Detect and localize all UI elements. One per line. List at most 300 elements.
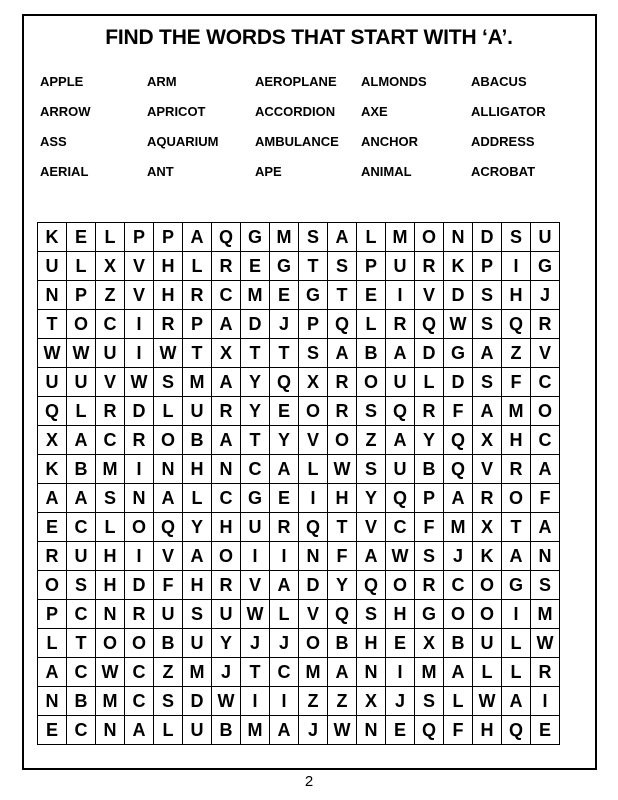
grid-cell[interactable]: L <box>357 223 386 252</box>
grid-cell[interactable]: A <box>531 513 560 542</box>
grid-cell[interactable]: X <box>96 252 125 281</box>
grid-cell[interactable]: R <box>270 513 299 542</box>
grid-cell[interactable]: R <box>125 426 154 455</box>
grid-cell[interactable]: T <box>183 339 212 368</box>
grid-cell[interactable]: S <box>415 542 444 571</box>
grid-cell[interactable]: R <box>531 310 560 339</box>
grid-cell[interactable]: V <box>96 368 125 397</box>
grid-cell[interactable]: V <box>125 281 154 310</box>
grid-cell[interactable]: P <box>67 281 96 310</box>
grid-cell[interactable]: B <box>357 339 386 368</box>
grid-cell[interactable]: M <box>241 716 270 745</box>
grid-cell[interactable]: J <box>531 281 560 310</box>
grid-cell[interactable]: I <box>299 484 328 513</box>
grid-cell[interactable]: T <box>502 513 531 542</box>
grid-cell[interactable]: H <box>212 513 241 542</box>
grid-cell[interactable]: O <box>125 513 154 542</box>
grid-cell[interactable]: G <box>270 252 299 281</box>
grid-cell[interactable]: A <box>531 455 560 484</box>
grid-cell[interactable]: G <box>241 484 270 513</box>
grid-cell[interactable]: K <box>444 252 473 281</box>
grid-cell[interactable]: Y <box>241 397 270 426</box>
grid-cell[interactable]: H <box>154 281 183 310</box>
grid-cell[interactable]: Q <box>502 310 531 339</box>
grid-cell[interactable]: L <box>96 223 125 252</box>
grid-cell[interactable]: D <box>125 397 154 426</box>
grid-cell[interactable]: P <box>357 252 386 281</box>
grid-cell[interactable]: Y <box>270 426 299 455</box>
grid-cell[interactable]: Y <box>183 513 212 542</box>
grid-cell[interactable]: Z <box>357 426 386 455</box>
grid-cell[interactable]: W <box>386 542 415 571</box>
grid-cell[interactable]: Q <box>38 397 67 426</box>
grid-cell[interactable]: E <box>357 281 386 310</box>
grid-cell[interactable]: M <box>415 658 444 687</box>
grid-cell[interactable]: I <box>241 687 270 716</box>
grid-cell[interactable]: X <box>473 513 502 542</box>
grid-cell[interactable]: D <box>444 368 473 397</box>
grid-cell[interactable]: R <box>96 397 125 426</box>
grid-cell[interactable]: H <box>502 426 531 455</box>
grid-cell[interactable]: C <box>67 716 96 745</box>
grid-cell[interactable]: O <box>386 571 415 600</box>
grid-cell[interactable]: G <box>299 281 328 310</box>
grid-cell[interactable]: I <box>502 600 531 629</box>
grid-cell[interactable]: U <box>67 368 96 397</box>
grid-cell[interactable]: P <box>183 310 212 339</box>
grid-cell[interactable]: V <box>299 600 328 629</box>
grid-cell[interactable]: S <box>67 571 96 600</box>
grid-cell[interactable]: J <box>241 629 270 658</box>
grid-cell[interactable]: R <box>415 252 444 281</box>
grid-cell[interactable]: Z <box>502 339 531 368</box>
grid-cell[interactable]: B <box>212 716 241 745</box>
grid-cell[interactable]: C <box>531 368 560 397</box>
grid-cell[interactable]: H <box>96 571 125 600</box>
grid-cell[interactable]: A <box>212 310 241 339</box>
grid-cell[interactable]: S <box>531 571 560 600</box>
grid-cell[interactable]: U <box>183 716 212 745</box>
grid-cell[interactable]: O <box>328 426 357 455</box>
grid-cell[interactable]: A <box>328 658 357 687</box>
grid-cell[interactable]: Z <box>299 687 328 716</box>
grid-cell[interactable]: Z <box>154 658 183 687</box>
grid-cell[interactable]: G <box>502 571 531 600</box>
grid-cell[interactable]: N <box>38 687 67 716</box>
grid-cell[interactable]: A <box>212 426 241 455</box>
grid-cell[interactable]: A <box>125 716 154 745</box>
grid-cell[interactable]: C <box>241 455 270 484</box>
grid-cell[interactable]: S <box>154 687 183 716</box>
grid-cell[interactable]: R <box>415 397 444 426</box>
grid-cell[interactable]: Q <box>270 368 299 397</box>
grid-cell[interactable]: I <box>125 542 154 571</box>
grid-cell[interactable]: T <box>241 339 270 368</box>
grid-cell[interactable]: U <box>241 513 270 542</box>
grid-cell[interactable]: J <box>270 310 299 339</box>
grid-cell[interactable]: E <box>270 484 299 513</box>
grid-cell[interactable]: O <box>473 571 502 600</box>
grid-cell[interactable]: O <box>502 484 531 513</box>
grid-cell[interactable]: I <box>386 658 415 687</box>
grid-cell[interactable]: L <box>270 600 299 629</box>
grid-cell[interactable]: C <box>270 658 299 687</box>
grid-cell[interactable]: W <box>67 339 96 368</box>
grid-cell[interactable]: K <box>38 455 67 484</box>
grid-cell[interactable]: G <box>531 252 560 281</box>
grid-cell[interactable]: S <box>357 455 386 484</box>
grid-cell[interactable]: O <box>212 542 241 571</box>
grid-cell[interactable]: N <box>357 716 386 745</box>
grid-cell[interactable]: D <box>299 571 328 600</box>
grid-cell[interactable]: J <box>299 716 328 745</box>
grid-cell[interactable]: J <box>444 542 473 571</box>
grid-cell[interactable]: A <box>502 542 531 571</box>
grid-cell[interactable]: Q <box>386 397 415 426</box>
grid-cell[interactable]: D <box>125 571 154 600</box>
grid-cell[interactable]: L <box>183 252 212 281</box>
grid-cell[interactable]: S <box>473 368 502 397</box>
grid-cell[interactable]: R <box>328 397 357 426</box>
grid-cell[interactable]: C <box>96 310 125 339</box>
grid-cell[interactable]: T <box>270 339 299 368</box>
grid-cell[interactable]: W <box>154 339 183 368</box>
grid-cell[interactable]: U <box>473 629 502 658</box>
grid-cell[interactable]: Q <box>502 716 531 745</box>
grid-cell[interactable]: C <box>212 281 241 310</box>
grid-cell[interactable]: B <box>183 426 212 455</box>
grid-cell[interactable]: E <box>386 716 415 745</box>
grid-cell[interactable]: N <box>531 542 560 571</box>
grid-cell[interactable]: A <box>212 368 241 397</box>
grid-cell[interactable]: A <box>67 426 96 455</box>
grid-cell[interactable]: J <box>270 629 299 658</box>
grid-cell[interactable]: F <box>502 368 531 397</box>
grid-cell[interactable]: V <box>473 455 502 484</box>
grid-cell[interactable]: K <box>473 542 502 571</box>
grid-cell[interactable]: A <box>386 426 415 455</box>
grid-cell[interactable]: A <box>473 339 502 368</box>
grid-cell[interactable]: R <box>212 571 241 600</box>
grid-cell[interactable]: A <box>386 339 415 368</box>
grid-cell[interactable]: E <box>38 716 67 745</box>
grid-cell[interactable]: I <box>531 687 560 716</box>
grid-cell[interactable]: I <box>125 339 154 368</box>
grid-cell[interactable]: N <box>357 658 386 687</box>
grid-cell[interactable]: D <box>415 339 444 368</box>
grid-cell[interactable]: V <box>415 281 444 310</box>
grid-cell[interactable]: X <box>473 426 502 455</box>
grid-cell[interactable]: H <box>183 571 212 600</box>
grid-cell[interactable]: N <box>154 455 183 484</box>
grid-cell[interactable]: S <box>357 397 386 426</box>
grid-cell[interactable]: U <box>183 629 212 658</box>
grid-cell[interactable]: B <box>154 629 183 658</box>
grid-cell[interactable]: H <box>473 716 502 745</box>
grid-cell[interactable]: V <box>357 513 386 542</box>
grid-cell[interactable]: P <box>38 600 67 629</box>
grid-cell[interactable]: S <box>502 223 531 252</box>
grid-cell[interactable]: E <box>531 716 560 745</box>
grid-cell[interactable]: H <box>357 629 386 658</box>
grid-cell[interactable]: C <box>212 484 241 513</box>
grid-cell[interactable]: Q <box>328 310 357 339</box>
grid-cell[interactable]: B <box>328 629 357 658</box>
grid-cell[interactable]: I <box>386 281 415 310</box>
grid-cell[interactable]: F <box>154 571 183 600</box>
grid-cell[interactable]: Y <box>357 484 386 513</box>
grid-cell[interactable]: B <box>67 455 96 484</box>
grid-cell[interactable]: O <box>96 629 125 658</box>
grid-cell[interactable]: C <box>67 513 96 542</box>
grid-cell[interactable]: X <box>415 629 444 658</box>
grid-cell[interactable]: L <box>154 397 183 426</box>
grid-cell[interactable]: A <box>502 687 531 716</box>
grid-cell[interactable]: L <box>183 484 212 513</box>
grid-cell[interactable]: R <box>473 484 502 513</box>
grid-cell[interactable]: R <box>212 397 241 426</box>
grid-cell[interactable]: S <box>328 252 357 281</box>
grid-cell[interactable]: P <box>415 484 444 513</box>
grid-cell[interactable]: I <box>270 542 299 571</box>
grid-cell[interactable]: D <box>473 223 502 252</box>
grid-cell[interactable]: V <box>125 252 154 281</box>
grid-cell[interactable]: O <box>444 600 473 629</box>
grid-cell[interactable]: W <box>328 455 357 484</box>
grid-cell[interactable]: C <box>67 600 96 629</box>
grid-cell[interactable]: T <box>328 513 357 542</box>
grid-cell[interactable]: V <box>531 339 560 368</box>
grid-cell[interactable]: N <box>38 281 67 310</box>
grid-cell[interactable]: C <box>531 426 560 455</box>
grid-cell[interactable]: G <box>241 223 270 252</box>
grid-cell[interactable]: Y <box>212 629 241 658</box>
grid-cell[interactable]: O <box>299 397 328 426</box>
grid-cell[interactable]: H <box>154 252 183 281</box>
grid-cell[interactable]: R <box>38 542 67 571</box>
grid-cell[interactable]: M <box>444 513 473 542</box>
grid-cell[interactable]: R <box>531 658 560 687</box>
grid-cell[interactable]: W <box>531 629 560 658</box>
grid-cell[interactable]: L <box>299 455 328 484</box>
grid-cell[interactable]: O <box>531 397 560 426</box>
grid-cell[interactable]: E <box>241 252 270 281</box>
grid-cell[interactable]: L <box>444 687 473 716</box>
grid-cell[interactable]: I <box>241 542 270 571</box>
grid-cell[interactable]: W <box>38 339 67 368</box>
grid-cell[interactable]: C <box>444 571 473 600</box>
grid-cell[interactable]: M <box>183 658 212 687</box>
grid-cell[interactable]: T <box>328 281 357 310</box>
grid-cell[interactable]: F <box>415 513 444 542</box>
grid-cell[interactable]: A <box>67 484 96 513</box>
grid-cell[interactable]: Z <box>96 281 125 310</box>
grid-cell[interactable]: U <box>154 600 183 629</box>
grid-cell[interactable]: S <box>183 600 212 629</box>
grid-cell[interactable]: L <box>473 658 502 687</box>
grid-cell[interactable]: P <box>473 252 502 281</box>
grid-cell[interactable]: J <box>386 687 415 716</box>
grid-cell[interactable]: H <box>96 542 125 571</box>
grid-cell[interactable]: O <box>473 600 502 629</box>
grid-cell[interactable]: L <box>154 716 183 745</box>
grid-cell[interactable]: W <box>212 687 241 716</box>
grid-cell[interactable]: W <box>125 368 154 397</box>
grid-cell[interactable]: M <box>183 368 212 397</box>
grid-cell[interactable]: A <box>154 484 183 513</box>
grid-cell[interactable]: C <box>96 426 125 455</box>
grid-cell[interactable]: A <box>183 223 212 252</box>
grid-cell[interactable]: X <box>357 687 386 716</box>
grid-cell[interactable]: E <box>270 281 299 310</box>
grid-cell[interactable]: E <box>270 397 299 426</box>
grid-cell[interactable]: A <box>328 339 357 368</box>
grid-cell[interactable]: W <box>96 658 125 687</box>
grid-cell[interactable]: S <box>415 687 444 716</box>
grid-cell[interactable]: A <box>38 484 67 513</box>
grid-cell[interactable]: O <box>67 310 96 339</box>
grid-cell[interactable]: S <box>473 281 502 310</box>
grid-cell[interactable]: Y <box>241 368 270 397</box>
grid-cell[interactable]: C <box>125 658 154 687</box>
grid-cell[interactable]: F <box>328 542 357 571</box>
grid-cell[interactable]: J <box>212 658 241 687</box>
grid-cell[interactable]: A <box>357 542 386 571</box>
grid-cell[interactable]: L <box>357 310 386 339</box>
grid-cell[interactable]: Q <box>299 513 328 542</box>
grid-cell[interactable]: F <box>531 484 560 513</box>
grid-cell[interactable]: D <box>444 281 473 310</box>
grid-cell[interactable]: O <box>38 571 67 600</box>
grid-cell[interactable]: A <box>270 716 299 745</box>
grid-cell[interactable]: A <box>183 542 212 571</box>
grid-cell[interactable]: R <box>502 455 531 484</box>
grid-cell[interactable]: A <box>473 397 502 426</box>
grid-cell[interactable]: Y <box>328 571 357 600</box>
grid-cell[interactable]: T <box>299 252 328 281</box>
grid-cell[interactable]: T <box>241 426 270 455</box>
grid-cell[interactable]: Q <box>357 571 386 600</box>
grid-cell[interactable]: U <box>531 223 560 252</box>
grid-cell[interactable]: B <box>415 455 444 484</box>
grid-cell[interactable]: Q <box>444 455 473 484</box>
grid-cell[interactable]: I <box>125 310 154 339</box>
grid-cell[interactable]: O <box>357 368 386 397</box>
grid-cell[interactable]: S <box>357 600 386 629</box>
grid-cell[interactable]: R <box>328 368 357 397</box>
grid-cell[interactable]: S <box>96 484 125 513</box>
grid-cell[interactable]: T <box>241 658 270 687</box>
grid-cell[interactable]: B <box>444 629 473 658</box>
grid-cell[interactable]: R <box>386 310 415 339</box>
grid-cell[interactable]: R <box>415 571 444 600</box>
grid-cell[interactable]: A <box>328 223 357 252</box>
grid-cell[interactable]: W <box>328 716 357 745</box>
grid-cell[interactable]: R <box>183 281 212 310</box>
grid-cell[interactable]: X <box>212 339 241 368</box>
grid-cell[interactable]: V <box>299 426 328 455</box>
grid-cell[interactable]: L <box>67 397 96 426</box>
grid-cell[interactable]: Q <box>328 600 357 629</box>
grid-cell[interactable]: Q <box>415 716 444 745</box>
grid-cell[interactable]: N <box>96 600 125 629</box>
grid-cell[interactable]: X <box>299 368 328 397</box>
grid-cell[interactable]: H <box>502 281 531 310</box>
grid-cell[interactable]: L <box>502 658 531 687</box>
grid-cell[interactable]: M <box>270 223 299 252</box>
grid-cell[interactable]: T <box>38 310 67 339</box>
grid-cell[interactable]: P <box>299 310 328 339</box>
grid-cell[interactable]: Z <box>328 687 357 716</box>
grid-cell[interactable]: S <box>154 368 183 397</box>
grid-cell[interactable]: Q <box>154 513 183 542</box>
grid-cell[interactable]: M <box>531 600 560 629</box>
grid-cell[interactable]: L <box>96 513 125 542</box>
grid-cell[interactable]: Q <box>212 223 241 252</box>
grid-cell[interactable]: H <box>386 600 415 629</box>
grid-cell[interactable]: Y <box>415 426 444 455</box>
grid-cell[interactable]: E <box>38 513 67 542</box>
grid-cell[interactable]: N <box>125 484 154 513</box>
grid-cell[interactable]: K <box>38 223 67 252</box>
grid-cell[interactable]: I <box>125 455 154 484</box>
grid-cell[interactable]: U <box>38 252 67 281</box>
grid-cell[interactable]: Q <box>415 310 444 339</box>
grid-cell[interactable]: S <box>473 310 502 339</box>
grid-cell[interactable]: U <box>67 542 96 571</box>
grid-cell[interactable]: G <box>444 339 473 368</box>
grid-cell[interactable]: W <box>473 687 502 716</box>
grid-cell[interactable]: P <box>125 223 154 252</box>
grid-cell[interactable]: A <box>270 571 299 600</box>
grid-cell[interactable]: N <box>96 716 125 745</box>
grid-cell[interactable]: O <box>125 629 154 658</box>
grid-cell[interactable]: P <box>154 223 183 252</box>
grid-cell[interactable]: U <box>386 368 415 397</box>
grid-cell[interactable]: O <box>415 223 444 252</box>
grid-cell[interactable]: B <box>67 687 96 716</box>
grid-cell[interactable]: U <box>212 600 241 629</box>
grid-cell[interactable]: G <box>415 600 444 629</box>
grid-cell[interactable]: R <box>212 252 241 281</box>
grid-cell[interactable]: L <box>415 368 444 397</box>
grid-cell[interactable]: F <box>444 397 473 426</box>
grid-cell[interactable]: O <box>299 629 328 658</box>
grid-cell[interactable]: Q <box>444 426 473 455</box>
grid-cell[interactable]: S <box>299 339 328 368</box>
grid-cell[interactable]: C <box>125 687 154 716</box>
grid-cell[interactable]: W <box>241 600 270 629</box>
grid-cell[interactable]: M <box>96 687 125 716</box>
grid-cell[interactable]: N <box>299 542 328 571</box>
grid-cell[interactable]: R <box>125 600 154 629</box>
grid-cell[interactable]: D <box>183 687 212 716</box>
grid-cell[interactable]: U <box>386 455 415 484</box>
grid-cell[interactable]: M <box>96 455 125 484</box>
grid-cell[interactable]: L <box>502 629 531 658</box>
grid-cell[interactable]: M <box>386 223 415 252</box>
grid-cell[interactable]: A <box>38 658 67 687</box>
grid-cell[interactable]: H <box>328 484 357 513</box>
grid-cell[interactable]: S <box>299 223 328 252</box>
grid-cell[interactable]: I <box>270 687 299 716</box>
grid-cell[interactable]: V <box>154 542 183 571</box>
grid-cell[interactable]: F <box>444 716 473 745</box>
grid-cell[interactable]: X <box>38 426 67 455</box>
grid-cell[interactable]: M <box>299 658 328 687</box>
grid-cell[interactable]: Q <box>386 484 415 513</box>
grid-cell[interactable]: A <box>270 455 299 484</box>
